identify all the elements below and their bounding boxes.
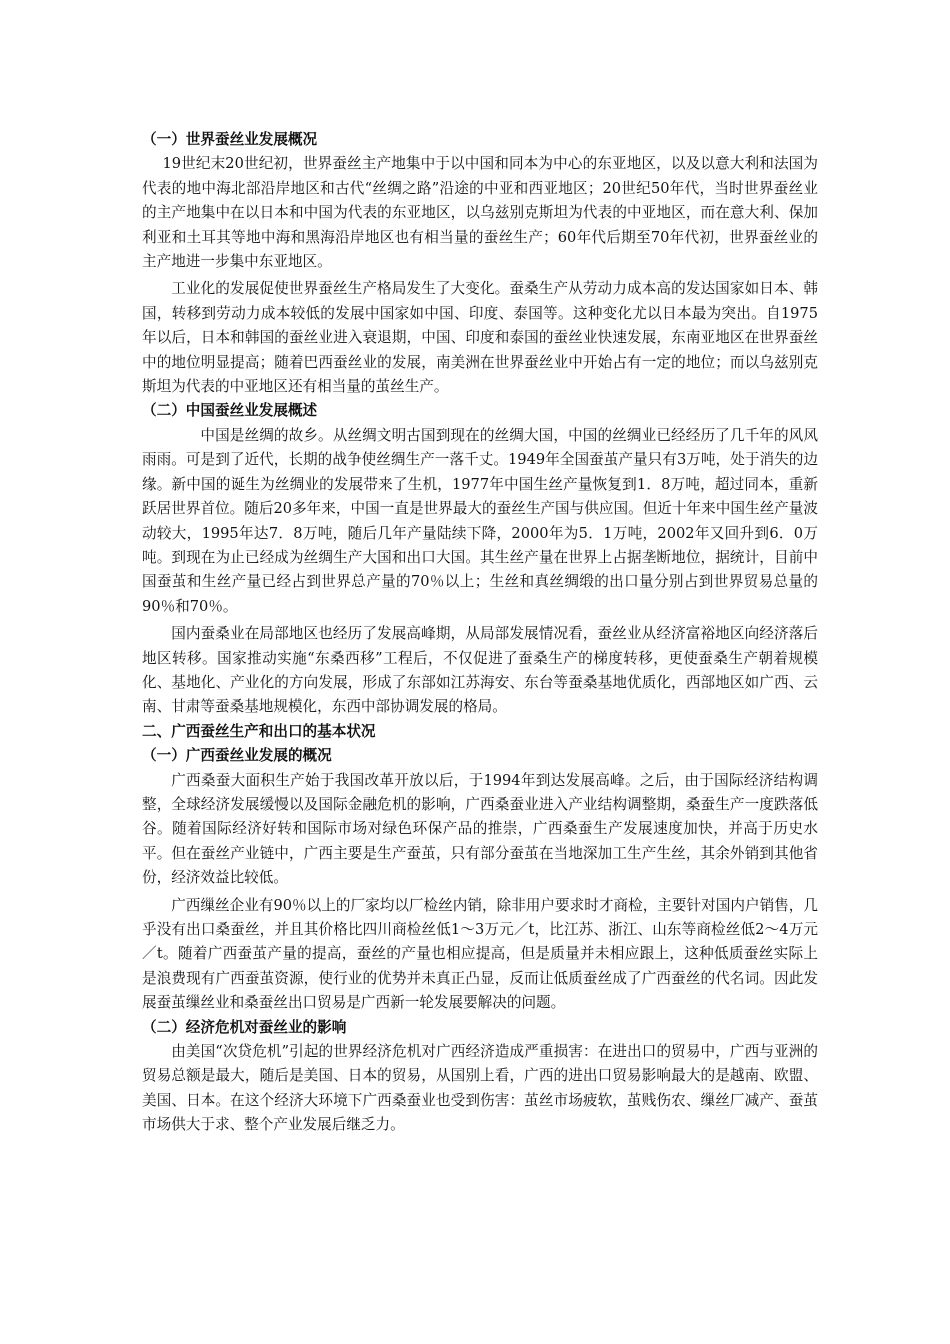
heading-world-silk: （一）世界蚕丝业发展概况 xyxy=(142,131,318,148)
paragraph-world-silk-history: 19世纪末20世纪初，世界蚕丝主产地集中于以中国和同本为中心的东亚地区，以及以意大利和法国为代表的地中海北部沿岸地区和古代“丝绸之路”沿途的中亚和西亚地区；20世纪50年代，当时世界蚕丝业的主产地集中在以日本和中国为代表的东亚地区，以乌兹别克斯坦为代表的中亚地区，而在意大利、保加利亚和土耳其等地中海和黑海沿岸地区也有相当量的蚕丝生产；60年代后期至70年代初，世界蚕丝业的主产地进一步集中东亚地区。 xyxy=(142,155,818,271)
heading-guangxi-production: 二、广西蚕丝生产和出口的基本状况 xyxy=(142,722,376,740)
heading-china-silk: （二）中国蚕丝业发展概述 xyxy=(142,402,318,420)
paragraph-domestic-transfer: 国内蚕桑业在局部地区也经历了发展高峰期，从局部发展情况看，蚕丝业从经济富裕地区向经济落后地区转移。国家推动实施“东桑西移”工程后，不仅促进了蚕桑生产的梯度转移，更使蚕桑生产朝着规模化、基地化、产业化的方向发展，形成了东部如江苏海安、东台等蚕桑基地优质化，西部地区如广西、云南、甘肃等蚕桑基地规模化，东西中部协调发展的格局。 xyxy=(142,625,818,716)
document-body xyxy=(142,128,818,1138)
paragraph-china-silk-history: 中国是丝绸的故乡。从丝绸文明古国到现在的丝绸大国，中国的丝绸业已经经历了几千年的风风雨雨。可是到了近代，长期的战争使丝绸生产一落千丈。1949年全国蚕茧产量只有3万吨，处于消失的边缘。新中国的诞生为丝绸业的发展带来了生机，1977年中国生丝产量恢复到1．8万吨，超过同本，重新跃居世界首位。随后20多年来，中国一直是世界最大的蚕丝生产国与供应国。但近十年来中国生丝产量波动较大，1995年达7．8万吨，随后几年产量陆续下降，2000年为5．1万吨，2002年又回升到6．0万吨。到现在为止已经成为丝绸生产大国和出口大国。其生丝产量在世界上占据垄断地位，据统计，目前中国蚕茧和生丝产量已经占到世界总产量的70％以上；生丝和真丝绸缎的出口量分别占到世界贸易总量的90％和70％。 xyxy=(142,426,818,615)
heading-economic-crisis: （二）经济危机对蚕丝业的影响 xyxy=(142,1018,347,1036)
paragraph-industrialization: 工业化的发展促使世界蚕丝生产格局发生了大变化。蚕桑生产从劳动力成本高的发达国家如日本、韩国，转移到劳动力成本较低的发展中国家如中国、印度、泰国等。这种变化尤以日本最为突出。自1975年以后，日本和韩国的蚕丝业进入衰退期，中国、印度和泰国的蚕丝业快速发展，东南亚地区在世界蚕丝中的地位明显提高；随着巴西蚕丝业的发展，南美洲在世界蚕丝业中开始占有一定的地位；而以乌兹别克斯坦为代表的中亚地区还有相当量的茧丝生产。 xyxy=(142,280,818,396)
paragraph-guangxi-development: 广西桑蚕大面积生产始于我国改革开放以后，于1994年到达发展高峰。之后，由于国际经济结构调整，全球经济发展缓慢以及国际金融危机的影响，广西桑蚕业进入产业结构调整期，桑蚕生产一度跌落低谷。随着国际经济好转和国际市场对绿色环保产品的推崇，广西桑蚕生产发展速度加快，并高于历史水平。但在蚕丝产业链中，广西主要是生产蚕茧，只有部分蚕茧在当地深加工生产生丝，其余外销到其他省份，经济效益比较低。 xyxy=(142,771,818,887)
paragraph-guangxi-reeling: 广西缫丝企业有90％以上的厂家均以厂检丝内销，除非用户要求时才商检，主要针对国内户销售，几乎没有出口桑蚕丝，并且其价格比四川商检丝低1～3万元／t，比江苏、浙江、山东等商检丝低2～4万元／t。随着广西蚕茧产量的提高，蚕丝的产量也相应提高，但是质量并未相应跟上，这种低质蚕丝实际上是浪费现有广西蚕茧资源，使行业的优势并未真正凸显，反而让低质蚕丝成了广西蚕丝的代名词。因此发展蚕茧缫丝业和桑蚕丝出口贸易是广西新一轮发展要解决的问题。 xyxy=(142,896,818,1012)
heading-guangxi-overview: （一）广西蚕丝业发展的概况 xyxy=(142,747,332,765)
paragraph-economic-crisis: 由美国“次贷危机”引起的世界经济危机对广西经济造成严重损害：在进出口的贸易中，广西与亚洲的贸易总额是最大，随后是美国、日本的贸易，从国别上看，广西的进出口贸易影响最大的是越南、欧盟、美国、日本。在这个经济大环境下广西桑蚕业也受到伤害：茧丝市场疲软，茧贱伤农、缫丝厂减产、蚕茧市场供大于求、整个产业发展后继乏力。 xyxy=(142,1043,818,1134)
